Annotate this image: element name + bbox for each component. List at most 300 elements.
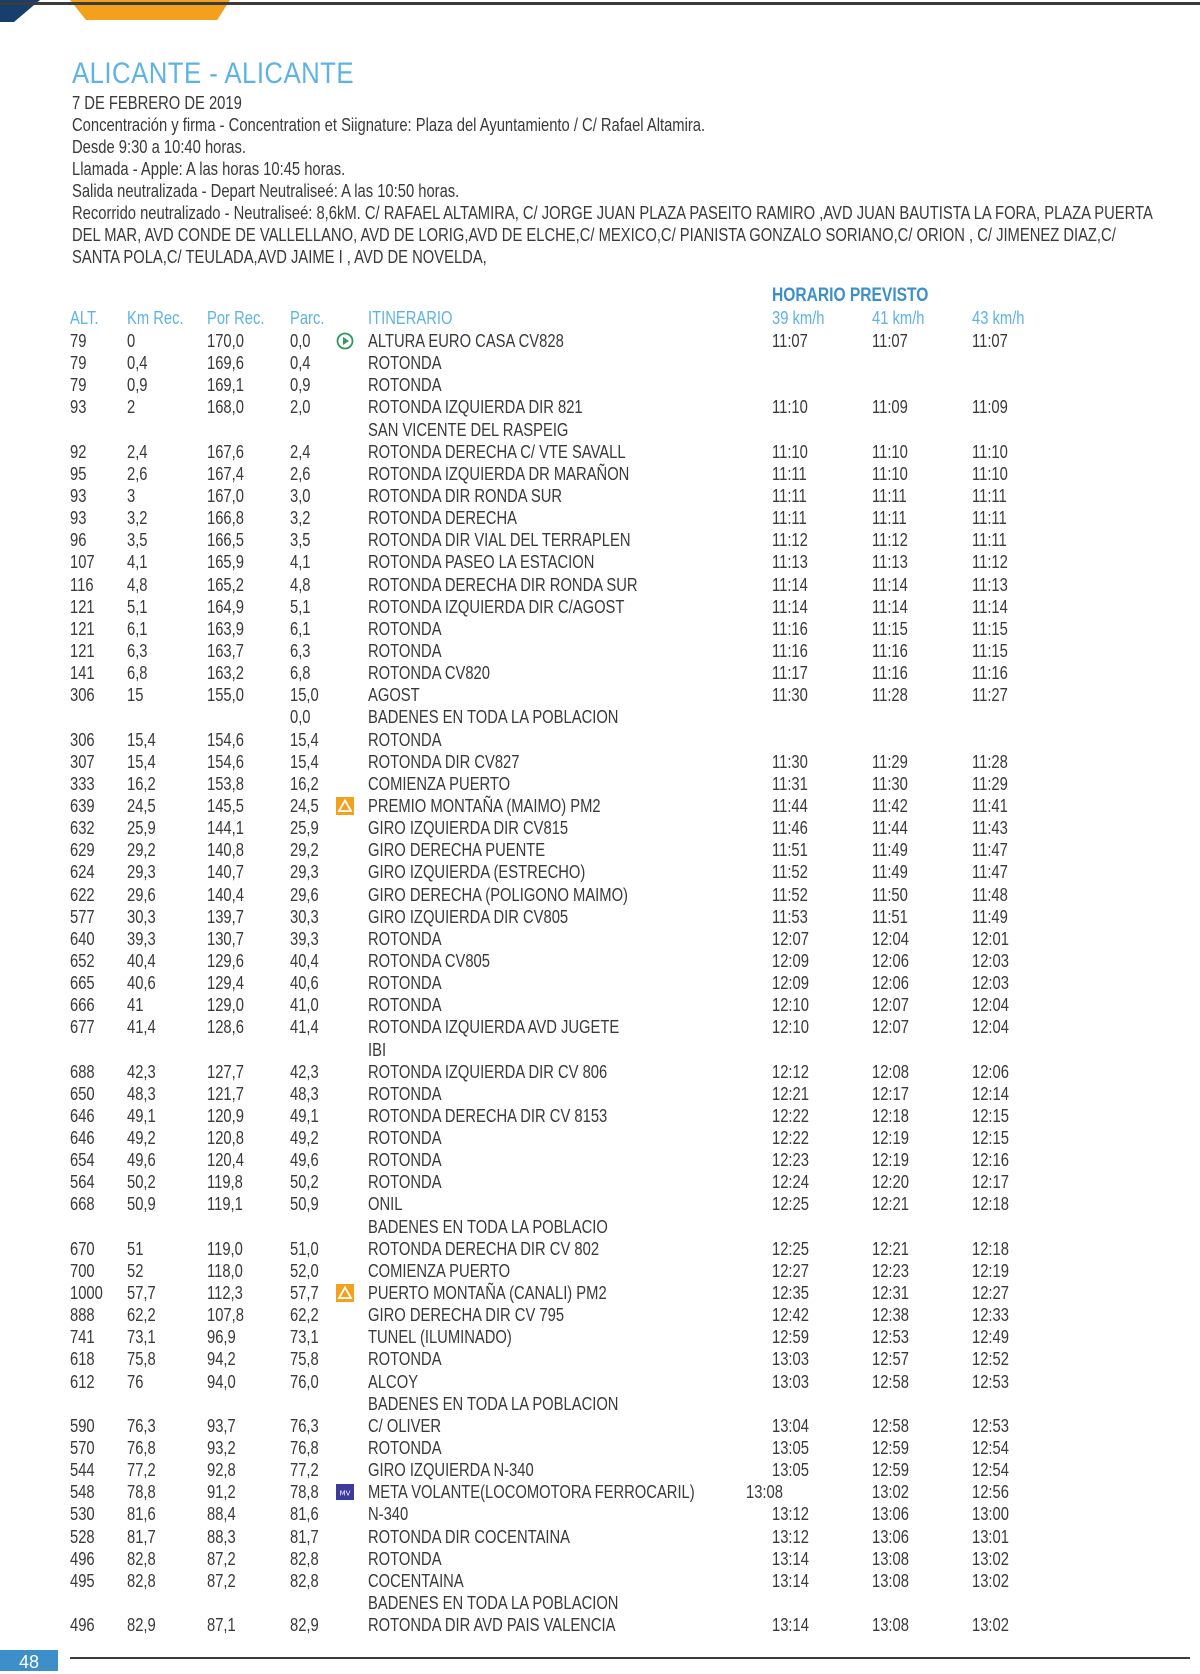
por-rec-cell: 167,6 xyxy=(207,441,244,462)
table-row xyxy=(0,419,1200,441)
time-39-cell: 11:11 xyxy=(772,508,807,529)
time-43-cell: 11:11 xyxy=(972,485,1007,506)
table-row xyxy=(0,618,1200,640)
por-rec-cell: 154,6 xyxy=(207,729,244,750)
parc-cell: 82,8 xyxy=(290,1570,319,1591)
km-rec-cell: 78,8 xyxy=(127,1482,156,1503)
parc-cell: 24,5 xyxy=(290,795,319,816)
parc-cell: 62,2 xyxy=(290,1305,319,1326)
km-rec-cell: 2,6 xyxy=(127,463,148,484)
time-41-cell: 12:38 xyxy=(872,1305,909,1326)
km-rec-cell: 42,3 xyxy=(127,1061,156,1082)
por-rec-cell: 154,6 xyxy=(207,751,244,772)
por-rec-cell: 94,2 xyxy=(207,1349,236,1370)
time-39-cell: 12:25 xyxy=(772,1194,809,1215)
start-circle-icon xyxy=(336,332,354,350)
time-39-cell: 11:14 xyxy=(772,596,808,617)
por-rec-cell: 120,4 xyxy=(207,1150,244,1171)
alt-cell: 668 xyxy=(70,1194,95,1215)
stage-info-line: Concentración y firma - Concentration et Siignature: Plaza del Ayuntamiento / C/ Rafael Altamira. xyxy=(72,115,706,135)
parc-cell: 5,1 xyxy=(290,596,311,617)
stage-header xyxy=(72,56,1172,268)
time-39-cell: 11:17 xyxy=(772,663,808,684)
por-rec-cell: 163,9 xyxy=(207,618,244,639)
itinerario-cell: PREMIO MONTAÑA (MAIMO) PM2 xyxy=(368,795,601,816)
time-43-cell: 11:14 xyxy=(972,596,1008,617)
table-row xyxy=(0,1105,1200,1127)
table-row xyxy=(0,352,1200,374)
time-39-cell: 11:07 xyxy=(772,331,808,351)
time-41-cell: 12:53 xyxy=(872,1327,909,1348)
km-rec-cell: 48,3 xyxy=(127,1083,156,1104)
alt-cell: 622 xyxy=(70,884,95,905)
time-41-cell: 12:59 xyxy=(872,1460,909,1481)
parc-cell: 81,7 xyxy=(290,1526,319,1547)
mountain-icon xyxy=(336,797,354,815)
table-row xyxy=(0,1592,1200,1614)
por-rec-cell: 127,7 xyxy=(207,1061,244,1082)
table-row xyxy=(0,1481,1200,1503)
time-43-cell: 11:47 xyxy=(972,862,1008,883)
por-rec-cell: 140,7 xyxy=(207,862,244,883)
alt-cell: 624 xyxy=(70,862,95,883)
parc-cell: 39,3 xyxy=(290,928,319,949)
table-row xyxy=(0,1149,1200,1171)
por-rec-cell: 88,4 xyxy=(207,1504,236,1525)
time-43-cell: 11:15 xyxy=(972,640,1008,661)
time-39-cell: 12:22 xyxy=(772,1128,809,1149)
alt-cell: 548 xyxy=(70,1482,95,1503)
itinerario-cell: ROTONDA DERECHA C/ VTE SAVALL xyxy=(368,441,626,462)
alt-cell: 496 xyxy=(70,1615,95,1636)
alt-cell: 670 xyxy=(70,1238,95,1259)
itinerario-cell: ROTONDA DIR RONDA SUR xyxy=(368,485,563,506)
km-rec-cell: 30,3 xyxy=(127,906,156,927)
table-row xyxy=(0,1459,1200,1481)
itinerario-cell: ROTONDA xyxy=(368,1128,442,1149)
time-43-cell: 11:49 xyxy=(972,906,1008,927)
table-row xyxy=(0,1282,1200,1304)
alt-cell: 495 xyxy=(70,1570,95,1591)
km-rec-cell: 29,2 xyxy=(127,840,156,861)
time-41-cell: 13:06 xyxy=(872,1526,909,1547)
stage-info-line: Salida neutralizada - Depart Neutraliseé: A las 10:50 horas. xyxy=(72,181,460,201)
time-43-cell: 13:02 xyxy=(972,1615,1009,1636)
itinerario-cell: ROTONDA IZQUIERDA DR MARAÑON xyxy=(368,463,630,484)
por-rec-cell: 120,9 xyxy=(207,1105,244,1126)
time-41-cell: 12:58 xyxy=(872,1371,909,1392)
table-row xyxy=(0,330,1200,352)
km-rec-cell: 49,6 xyxy=(127,1150,156,1171)
parc-cell: 4,1 xyxy=(290,552,311,573)
time-41-cell: 12:58 xyxy=(872,1415,909,1436)
km-rec-cell: 41,4 xyxy=(127,1017,156,1038)
time-39-cell: 13:12 xyxy=(772,1504,809,1525)
time-43-cell: 12:53 xyxy=(972,1415,1009,1436)
alt-cell: 79 xyxy=(70,375,87,396)
itinerario-cell: ROTONDA IZQUIERDA DIR CV 806 xyxy=(368,1061,608,1082)
parc-cell: 52,0 xyxy=(290,1260,319,1281)
alt-cell: 307 xyxy=(70,751,95,772)
parc-cell: 49,1 xyxy=(290,1105,319,1126)
time-43-cell: 11:13 xyxy=(972,574,1008,595)
por-rec-cell: 112,3 xyxy=(207,1283,243,1304)
itinerario-cell: ROTONDA xyxy=(368,973,442,994)
time-39-cell: 13:05 xyxy=(772,1438,809,1459)
km-rec-cell: 4,1 xyxy=(127,552,148,573)
time-43-cell: 13:00 xyxy=(972,1504,1009,1525)
table-row xyxy=(0,1326,1200,1348)
time-43-cell: 11:47 xyxy=(972,840,1008,861)
alt-cell: 79 xyxy=(70,331,87,351)
time-39-cell: 11:10 xyxy=(772,441,808,462)
time-43-cell: 12:01 xyxy=(972,928,1009,949)
time-41-cell: 12:08 xyxy=(872,1061,909,1082)
time-39-cell: 13:05 xyxy=(772,1460,809,1481)
time-43-cell: 12:19 xyxy=(972,1260,1009,1281)
time-43-cell: 12:04 xyxy=(972,1017,1009,1038)
time-43-cell: 11:29 xyxy=(972,773,1008,794)
table-row xyxy=(0,1371,1200,1393)
alt-cell: 93 xyxy=(70,397,87,418)
itinerario-cell: ONIL xyxy=(368,1194,403,1215)
por-rec-cell: 87,1 xyxy=(207,1615,236,1636)
time-39-cell: 12:10 xyxy=(772,1017,809,1038)
stage-info-line: 7 DE FEBRERO DE 2019 xyxy=(72,93,242,113)
por-rec-cell: 163,2 xyxy=(207,663,244,684)
col-header-41kmh: 41 km/h xyxy=(872,308,925,328)
por-rec-cell: 118,0 xyxy=(207,1260,243,1281)
time-39-cell: 12:42 xyxy=(772,1305,809,1326)
km-rec-cell: 49,1 xyxy=(127,1105,156,1126)
time-39-cell: 12:22 xyxy=(772,1105,809,1126)
km-rec-cell: 15,4 xyxy=(127,751,156,772)
alt-cell: 96 xyxy=(70,530,87,551)
parc-cell: 2,0 xyxy=(290,397,311,418)
parc-cell: 42,3 xyxy=(290,1061,319,1082)
time-43-cell: 11:15 xyxy=(972,618,1008,639)
parc-cell: 6,1 xyxy=(290,618,311,639)
time-41-cell: 11:29 xyxy=(872,751,908,772)
km-rec-cell: 41 xyxy=(127,995,144,1016)
parc-cell: 2,6 xyxy=(290,463,311,484)
page-footer xyxy=(0,1650,1200,1671)
time-43-cell: 12:52 xyxy=(972,1349,1009,1370)
time-43-cell: 11:16 xyxy=(972,663,1008,684)
por-rec-cell: 119,8 xyxy=(207,1172,243,1193)
time-43-cell: 12:18 xyxy=(972,1194,1009,1215)
time-43-cell: 12:18 xyxy=(972,1238,1009,1259)
alt-cell: 632 xyxy=(70,818,95,839)
time-41-cell: 11:16 xyxy=(872,640,908,661)
itinerario-cell: ROTONDA DERECHA DIR CV 802 xyxy=(368,1238,600,1259)
alt-cell: 700 xyxy=(70,1260,95,1281)
parc-cell: 76,8 xyxy=(290,1438,319,1459)
time-39-cell: 11:11 xyxy=(772,463,807,484)
km-rec-cell: 73,1 xyxy=(127,1327,156,1348)
itinerario-cell: BADENES EN TODA LA POBLACION xyxy=(368,1393,619,1414)
por-rec-cell: 119,1 xyxy=(207,1194,243,1215)
km-rec-cell: 2 xyxy=(127,397,136,418)
parc-cell: 16,2 xyxy=(290,773,319,794)
col-header-itinerario: ITINERARIO xyxy=(368,308,453,328)
alt-cell: 639 xyxy=(70,795,95,816)
alt-cell: 570 xyxy=(70,1438,95,1459)
itinerario-cell: GIRO IZQUIERDA (ESTRECHO) xyxy=(368,862,586,883)
time-41-cell: 13:08 xyxy=(872,1570,909,1591)
time-39-cell: 13:14 xyxy=(772,1615,809,1636)
km-rec-cell: 3,2 xyxy=(127,508,148,529)
km-rec-cell: 16,2 xyxy=(127,773,156,794)
time-39-cell: 12:09 xyxy=(772,950,809,971)
por-rec-cell: 140,4 xyxy=(207,884,244,905)
time-39-cell: 12:27 xyxy=(772,1260,809,1281)
time-39-cell: 11:53 xyxy=(772,906,808,927)
itinerario-cell: GIRO IZQUIERDA DIR CV815 xyxy=(368,818,569,839)
km-rec-cell: 75,8 xyxy=(127,1349,156,1370)
time-43-cell: 11:12 xyxy=(972,552,1008,573)
parc-cell: 0,0 xyxy=(290,707,311,728)
time-43-cell: 12:49 xyxy=(972,1327,1009,1348)
time-43-cell: 11:27 xyxy=(972,685,1008,706)
table-row xyxy=(0,463,1200,485)
time-39-cell: 12:24 xyxy=(772,1172,809,1193)
parc-cell: 29,6 xyxy=(290,884,319,905)
time-41-cell: 11:10 xyxy=(872,463,908,484)
time-39-cell: 11:44 xyxy=(772,795,808,816)
km-rec-cell: 29,3 xyxy=(127,862,156,883)
table-row xyxy=(0,441,1200,463)
alt-cell: 564 xyxy=(70,1172,95,1193)
time-41-cell: 13:08 xyxy=(872,1615,909,1636)
itinerario-cell: ROTONDA xyxy=(368,618,442,639)
time-41-cell: 11:44 xyxy=(872,818,908,839)
itinerario-cell: ROTONDA xyxy=(368,1150,442,1171)
table-row xyxy=(0,1526,1200,1548)
time-39-cell: 11:30 xyxy=(772,685,808,706)
time-43-cell: 12:27 xyxy=(972,1283,1009,1304)
parc-cell: 82,8 xyxy=(290,1548,319,1569)
parc-cell: 0,4 xyxy=(290,353,311,374)
por-rec-cell: 88,3 xyxy=(207,1526,236,1547)
itinerario-cell: ROTONDA PASEO LA ESTACION xyxy=(368,552,595,573)
col-header-parc: Parc. xyxy=(290,308,325,328)
alt-cell: 688 xyxy=(70,1061,95,1082)
alt-cell: 141 xyxy=(70,663,95,684)
time-39-cell: 11:31 xyxy=(772,773,808,794)
time-43-cell: 12:15 xyxy=(972,1128,1009,1149)
alt-cell: 646 xyxy=(70,1128,95,1149)
alt-cell: 652 xyxy=(70,950,95,971)
parc-cell: 49,6 xyxy=(290,1150,319,1171)
time-39-cell: 13:14 xyxy=(772,1570,809,1591)
table-row xyxy=(0,906,1200,928)
time-41-cell: 12:07 xyxy=(872,995,909,1016)
time-43-cell: 12:15 xyxy=(972,1105,1009,1126)
parc-cell: 48,3 xyxy=(290,1083,319,1104)
alt-cell: 577 xyxy=(70,906,95,927)
time-41-cell: 12:07 xyxy=(872,1017,909,1038)
alt-cell: 528 xyxy=(70,1526,95,1547)
time-41-cell: 12:06 xyxy=(872,950,909,971)
time-39-cell: 13:03 xyxy=(772,1349,809,1370)
km-rec-cell: 29,6 xyxy=(127,884,156,905)
itinerario-cell: ROTONDA xyxy=(368,729,442,750)
alt-cell: 646 xyxy=(70,1105,95,1126)
time-41-cell: 12:19 xyxy=(872,1128,909,1149)
itinerario-cell: TUNEL (ILUMINADO) xyxy=(368,1327,512,1348)
por-rec-cell: 155,0 xyxy=(207,685,244,706)
time-41-cell: 11:11 xyxy=(872,508,907,529)
col-header-por: Por Rec. xyxy=(207,308,265,328)
por-rec-cell: 87,2 xyxy=(207,1570,236,1591)
time-43-cell: 12:03 xyxy=(972,973,1009,994)
time-41-cell: 11:49 xyxy=(872,840,908,861)
por-rec-cell: 121,7 xyxy=(207,1083,244,1104)
table-row xyxy=(0,551,1200,573)
table-row xyxy=(0,1127,1200,1149)
itinerario-cell: ROTONDA xyxy=(368,995,442,1016)
parc-cell: 73,1 xyxy=(290,1327,319,1348)
mountain-icon xyxy=(336,1284,354,1302)
parc-cell: 2,4 xyxy=(290,441,311,462)
table-row xyxy=(0,507,1200,529)
km-rec-cell: 6,8 xyxy=(127,663,148,684)
itinerario-cell: N-340 xyxy=(368,1504,409,1525)
parc-cell: 30,3 xyxy=(290,906,319,927)
time-43-cell: 11:41 xyxy=(972,795,1008,816)
time-39-cell: 11:12 xyxy=(772,530,808,551)
time-39-cell: 13:03 xyxy=(772,1371,809,1392)
time-41-cell: 11:13 xyxy=(872,552,908,573)
time-41-cell: 12:06 xyxy=(872,973,909,994)
km-rec-cell: 0 xyxy=(127,331,136,351)
table-row xyxy=(0,1260,1200,1282)
alt-cell: 650 xyxy=(70,1083,95,1104)
por-rec-cell: 92,8 xyxy=(207,1460,236,1481)
itinerario-cell: ROTONDA IZQUIERDA DIR C/AGOST xyxy=(368,596,625,617)
time-43-cell: 12:17 xyxy=(972,1172,1009,1193)
time-41-cell: 11:07 xyxy=(872,331,908,351)
por-rec-cell: 166,8 xyxy=(207,508,244,529)
time-39-cell: 12:09 xyxy=(772,973,809,994)
km-rec-cell: 5,1 xyxy=(127,596,148,617)
km-rec-cell: 81,7 xyxy=(127,1526,156,1547)
time-39-cell: 12:07 xyxy=(772,928,809,949)
itinerario-cell: BADENES EN TODA LA POBLACION xyxy=(368,707,619,728)
parc-cell: 3,2 xyxy=(290,508,311,529)
alt-cell: 121 xyxy=(70,618,95,639)
km-rec-cell: 77,2 xyxy=(127,1460,156,1481)
alt-cell: 741 xyxy=(70,1327,95,1348)
por-rec-cell: 168,0 xyxy=(207,397,244,418)
time-43-cell: 11:10 xyxy=(972,441,1008,462)
itinerario-cell: GIRO IZQUIERDA N-340 xyxy=(368,1460,534,1481)
alt-cell: 107 xyxy=(70,552,95,573)
km-rec-cell: 76 xyxy=(127,1371,144,1392)
table-row xyxy=(0,1348,1200,1370)
km-rec-cell: 0,4 xyxy=(127,353,148,374)
km-rec-cell: 39,3 xyxy=(127,928,156,949)
itinerario-cell: ROTONDA xyxy=(368,353,442,374)
parc-cell: 0,0 xyxy=(290,331,311,351)
col-header-alt: ALT. xyxy=(70,308,99,328)
km-rec-cell: 82,8 xyxy=(127,1548,156,1569)
parc-cell: 75,8 xyxy=(290,1349,319,1370)
time-41-cell: 11:49 xyxy=(872,862,908,883)
itinerario-cell: ROTONDA DIR AVD PAIS VALENCIA xyxy=(368,1615,616,1636)
parc-cell: 6,8 xyxy=(290,663,311,684)
time-41-cell: 13:08 xyxy=(872,1548,909,1569)
itinerario-cell: PUERTO MONTAÑA (CANALI) PM2 xyxy=(368,1283,607,1304)
itinerario-cell: ROTONDA DIR COCENTAINA xyxy=(368,1526,571,1547)
por-rec-cell: 94,0 xyxy=(207,1371,236,1392)
itinerario-cell: ALCOY xyxy=(368,1371,419,1392)
km-rec-cell: 50,2 xyxy=(127,1172,156,1193)
km-rec-cell: 62,2 xyxy=(127,1305,156,1326)
time-41-cell: 12:31 xyxy=(872,1283,909,1304)
alt-cell: 618 xyxy=(70,1349,95,1370)
parc-cell: 6,3 xyxy=(290,640,311,661)
time-39-cell: 12:21 xyxy=(772,1083,809,1104)
col-header-43kmh: 43 km/h xyxy=(972,308,1025,328)
km-rec-cell: 57,7 xyxy=(127,1283,156,1304)
parc-cell: 50,2 xyxy=(290,1172,319,1193)
time-39-cell: 12:25 xyxy=(772,1238,809,1259)
itinerario-cell: IBI xyxy=(368,1039,387,1060)
time-39-cell: 11:10 xyxy=(772,397,808,418)
itinerario-cell: AGOST xyxy=(368,685,420,706)
alt-cell: 665 xyxy=(70,973,95,994)
por-rec-cell: 119,0 xyxy=(207,1238,243,1259)
time-41-cell: 11:50 xyxy=(872,884,908,905)
time-43-cell: 12:54 xyxy=(972,1460,1009,1481)
km-rec-cell: 6,3 xyxy=(127,640,148,661)
table-row xyxy=(0,972,1200,994)
table-row xyxy=(0,1039,1200,1061)
por-rec-cell: 140,8 xyxy=(207,840,244,861)
time-41-cell: 11:09 xyxy=(872,397,908,418)
time-43-cell: 13:02 xyxy=(972,1570,1009,1591)
col-header-km: Km Rec. xyxy=(127,308,184,328)
por-rec-cell: 93,2 xyxy=(207,1438,236,1459)
time-41-cell: 11:14 xyxy=(872,574,908,595)
col-header-39kmh: 39 km/h xyxy=(772,308,825,328)
itinerario-cell: GIRO DERECHA PUENTE xyxy=(368,840,546,861)
time-39-cell: 11:14 xyxy=(772,574,808,595)
itinerario-cell: ROTONDA IZQUIERDA DIR 821 xyxy=(368,397,583,418)
time-41-cell: 11:42 xyxy=(872,795,908,816)
por-rec-cell: 163,7 xyxy=(207,640,244,661)
time-41-cell: 12:18 xyxy=(872,1105,909,1126)
km-rec-cell: 81,6 xyxy=(127,1504,156,1525)
time-43-cell: 12:56 xyxy=(972,1482,1009,1503)
alt-cell: 116 xyxy=(70,574,94,595)
alt-cell: 121 xyxy=(70,596,95,617)
time-39-cell: 12:59 xyxy=(772,1327,809,1348)
alt-cell: 79 xyxy=(70,353,87,374)
itinerario-cell: GIRO DERECHA DIR CV 795 xyxy=(368,1305,565,1326)
itinerario-cell: GIRO IZQUIERDA DIR CV805 xyxy=(368,906,569,927)
table-row xyxy=(0,1061,1200,1083)
time-39-cell: 13:12 xyxy=(772,1526,809,1547)
time-39-cell: 12:35 xyxy=(772,1283,809,1304)
km-rec-cell: 40,6 xyxy=(127,973,156,994)
meta-volante-icon xyxy=(336,1483,354,1501)
itinerario-cell: ROTONDA xyxy=(368,640,442,661)
alt-cell: 93 xyxy=(70,508,87,529)
alt-cell: 306 xyxy=(70,685,95,706)
